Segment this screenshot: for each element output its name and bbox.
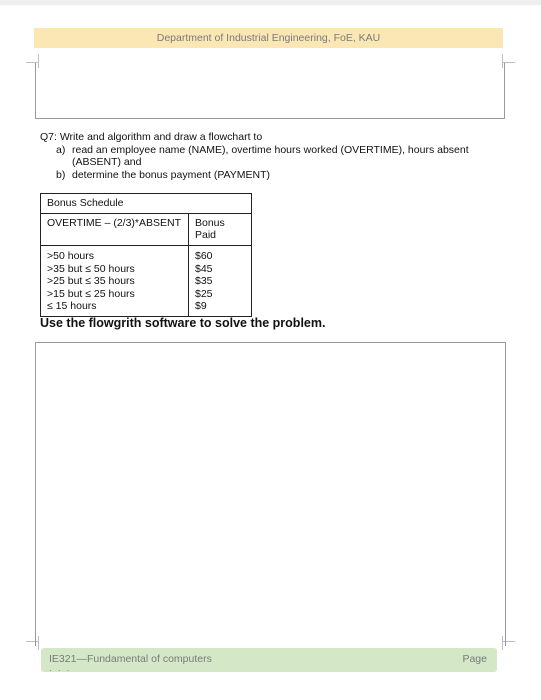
question-block — [40, 131, 500, 181]
table-header-row — [41, 214, 251, 246]
question-item-a — [40, 144, 500, 169]
footer-dots: ․ ․ ․ — [49, 664, 72, 673]
top-strip — [0, 0, 541, 5]
bonus-schedule-table — [40, 193, 252, 317]
bonus-item: $9 — [195, 300, 207, 313]
page-header — [34, 28, 503, 48]
question-intro: Q7: Write and algorithm and draw a flowchart to — [40, 131, 263, 143]
item-text: determine the bonus payment (PAYMENT) — [72, 168, 271, 181]
answer-box-top — [35, 63, 505, 119]
question-item-b — [40, 169, 500, 182]
footer-page: Page — [462, 653, 487, 665]
header-text: Department of Industrial Engineering, FoE, KAU — [156, 32, 381, 44]
bonus-item: $25 — [195, 287, 213, 300]
bonus-item: $35 — [195, 275, 213, 288]
col-header-overtime: OVERTIME – (2/3)*ABSENT — [41, 214, 189, 245]
table-body-row — [41, 246, 251, 316]
bonus-item: $60 — [195, 250, 213, 262]
col-header-bonus: Bonus Paid — [195, 217, 225, 241]
range-item: >25 but ≤ 35 hours — [47, 275, 135, 288]
item-marker: b) — [56, 168, 66, 181]
range-item: >35 but ≤ 50 hours — [47, 262, 135, 275]
item-marker: a) — [56, 143, 66, 156]
answer-box — [35, 342, 506, 646]
footer-course: IE321—Fundamental of computers — [49, 653, 212, 665]
range-item: >50 hours — [47, 250, 94, 262]
page-footer — [41, 648, 497, 672]
ranges-cell — [41, 246, 189, 316]
range-item: >15 but ≤ 25 hours — [47, 287, 135, 300]
bonus-item: $45 — [195, 262, 213, 275]
bonuses-cell — [189, 246, 251, 316]
table-title: Bonus Schedule — [41, 194, 251, 214]
range-item: ≤ 15 hours — [47, 300, 97, 313]
item-text: read an employee name (NAME), overtime hours worked (OVERTIME), hours absent (ABSENT) and — [72, 143, 469, 168]
instruction-text: Use the flowgrith software to solve the problem. — [40, 316, 326, 330]
